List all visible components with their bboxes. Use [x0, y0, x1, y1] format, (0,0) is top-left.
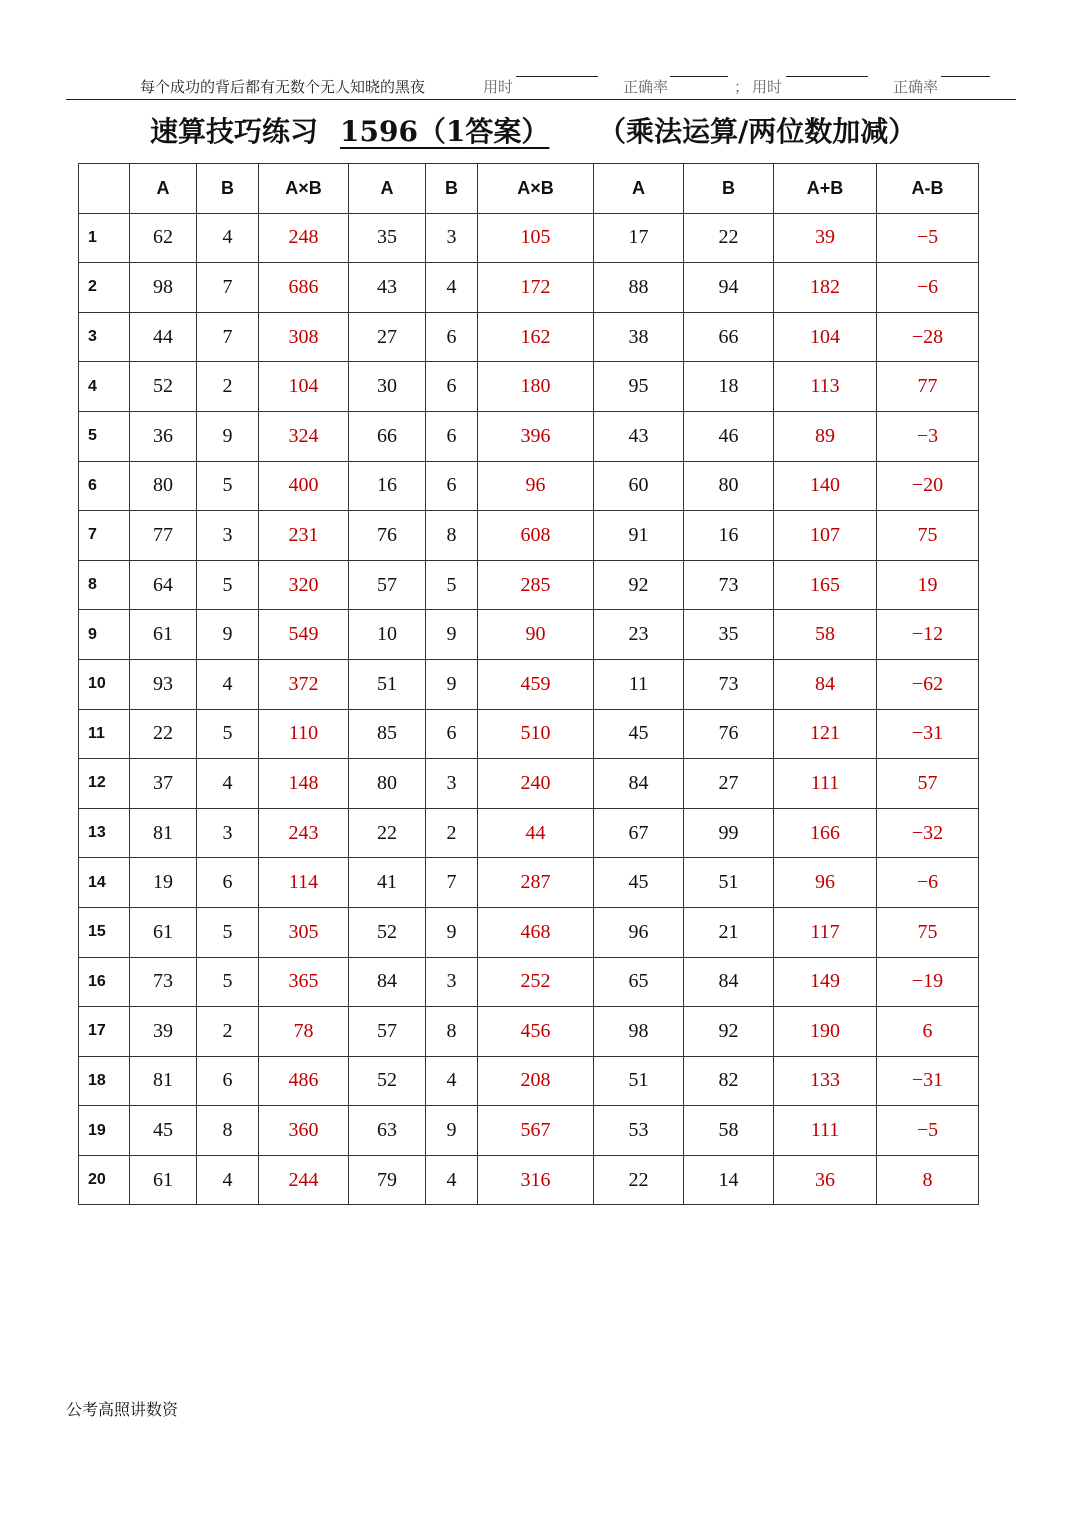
- answer-cell: 172: [478, 263, 594, 313]
- operand-cell: 17: [594, 213, 684, 263]
- answer-cell: 19: [877, 560, 979, 610]
- operand-cell: 73: [684, 659, 774, 709]
- row-number: 11: [79, 709, 130, 759]
- answer-cell: −3: [877, 411, 979, 461]
- answer-cell: 365: [259, 957, 349, 1007]
- operand-cell: 57: [349, 560, 426, 610]
- operand-cell: 76: [349, 511, 426, 561]
- page-subtitle: （乘法运算/两位数加减）: [598, 115, 917, 148]
- answer-cell: 320: [259, 560, 349, 610]
- table-row: [79, 808, 979, 858]
- answer-cell: 243: [259, 808, 349, 858]
- answer-cell: 90: [478, 610, 594, 660]
- operand-cell: 35: [349, 213, 426, 263]
- answer-cell: 180: [478, 362, 594, 412]
- answer-cell: 244: [259, 1155, 349, 1205]
- time-blank-1[interactable]: [516, 76, 598, 77]
- answer-cell: 608: [478, 511, 594, 561]
- column-header: [79, 164, 130, 214]
- accuracy-label-1: 正确率: [623, 78, 669, 96]
- row-number: 19: [79, 1106, 130, 1156]
- operand-cell: 81: [130, 1056, 197, 1106]
- row-number: 4: [79, 362, 130, 412]
- answer-cell: 39: [774, 213, 877, 263]
- operand-cell: 3: [426, 213, 478, 263]
- page-title: 速算技巧练习: [150, 115, 319, 148]
- table-row: [79, 560, 979, 610]
- answer-cell: −28: [877, 312, 979, 362]
- operand-cell: 85: [349, 709, 426, 759]
- operand-cell: 7: [197, 312, 259, 362]
- answer-cell: 231: [259, 511, 349, 561]
- row-number: 18: [79, 1056, 130, 1106]
- answer-cell: 148: [259, 759, 349, 809]
- operand-cell: 6: [426, 411, 478, 461]
- operand-cell: 9: [197, 610, 259, 660]
- operand-cell: 84: [684, 957, 774, 1007]
- title-row: [0, 110, 1080, 156]
- operand-cell: 2: [197, 1007, 259, 1057]
- operand-cell: 45: [594, 709, 684, 759]
- operand-cell: 84: [594, 759, 684, 809]
- operand-cell: 6: [426, 461, 478, 511]
- answer-cell: 75: [877, 907, 979, 957]
- answer-cell: 36: [774, 1155, 877, 1205]
- answer-cell: 287: [478, 858, 594, 908]
- answer-cell: 107: [774, 511, 877, 561]
- answer-cell: 75: [877, 511, 979, 561]
- operand-cell: 3: [426, 759, 478, 809]
- operand-cell: 45: [130, 1106, 197, 1156]
- answer-cell: −32: [877, 808, 979, 858]
- operand-cell: 95: [594, 362, 684, 412]
- operand-cell: 5: [197, 461, 259, 511]
- operand-cell: 41: [349, 858, 426, 908]
- table-row: [79, 858, 979, 908]
- operand-cell: 61: [130, 1155, 197, 1205]
- operand-cell: 22: [349, 808, 426, 858]
- answer-cell: 686: [259, 263, 349, 313]
- operand-cell: 21: [684, 907, 774, 957]
- operand-cell: 96: [594, 907, 684, 957]
- operand-cell: 60: [594, 461, 684, 511]
- row-number: 7: [79, 511, 130, 561]
- row-number: 17: [79, 1007, 130, 1057]
- answer-cell: 166: [774, 808, 877, 858]
- operand-cell: 43: [349, 263, 426, 313]
- operand-cell: 51: [349, 659, 426, 709]
- operand-cell: 5: [197, 907, 259, 957]
- operand-cell: 4: [197, 1155, 259, 1205]
- table-row: [79, 213, 979, 263]
- answer-cell: 57: [877, 759, 979, 809]
- operand-cell: 80: [349, 759, 426, 809]
- answer-cell: 114: [259, 858, 349, 908]
- operand-cell: 18: [684, 362, 774, 412]
- operand-cell: 52: [349, 1056, 426, 1106]
- column-header: A×B: [478, 164, 594, 214]
- operand-cell: 93: [130, 659, 197, 709]
- column-header: A×B: [259, 164, 349, 214]
- operand-cell: 4: [197, 759, 259, 809]
- operand-cell: 38: [594, 312, 684, 362]
- operand-cell: 3: [197, 808, 259, 858]
- operand-cell: 2: [426, 808, 478, 858]
- row-number: 3: [79, 312, 130, 362]
- column-header: B: [197, 164, 259, 214]
- row-number: 20: [79, 1155, 130, 1205]
- table-row: [79, 1007, 979, 1057]
- operand-cell: 9: [426, 1106, 478, 1156]
- operand-cell: 5: [426, 560, 478, 610]
- operand-cell: 44: [130, 312, 197, 362]
- answer-cell: 468: [478, 907, 594, 957]
- column-header: A+B: [774, 164, 877, 214]
- operand-cell: 27: [684, 759, 774, 809]
- operand-cell: 65: [594, 957, 684, 1007]
- row-number: 14: [79, 858, 130, 908]
- answer-cell: 140: [774, 461, 877, 511]
- operand-cell: 91: [594, 511, 684, 561]
- time-blank-2[interactable]: [786, 76, 868, 77]
- answer-cell: 149: [774, 957, 877, 1007]
- operand-cell: 80: [684, 461, 774, 511]
- operand-cell: 66: [684, 312, 774, 362]
- answer-cell: 89: [774, 411, 877, 461]
- operand-cell: 79: [349, 1155, 426, 1205]
- operand-cell: 10: [349, 610, 426, 660]
- operand-cell: 6: [426, 709, 478, 759]
- row-number: 9: [79, 610, 130, 660]
- exercise-code: 1596（1答案）: [340, 115, 550, 148]
- operand-cell: 9: [426, 907, 478, 957]
- answer-cell: 6: [877, 1007, 979, 1057]
- answer-cell: −6: [877, 858, 979, 908]
- operand-cell: 61: [130, 610, 197, 660]
- answer-cell: 96: [774, 858, 877, 908]
- operand-cell: 73: [130, 957, 197, 1007]
- row-number: 6: [79, 461, 130, 511]
- operand-cell: 45: [594, 858, 684, 908]
- operand-cell: 58: [684, 1106, 774, 1156]
- operand-cell: 73: [684, 560, 774, 610]
- answer-cell: 182: [774, 263, 877, 313]
- operand-cell: 62: [130, 213, 197, 263]
- operand-cell: 22: [130, 709, 197, 759]
- answer-cell: −62: [877, 659, 979, 709]
- answer-cell: 316: [478, 1155, 594, 1205]
- operand-cell: 37: [130, 759, 197, 809]
- operand-cell: 77: [130, 511, 197, 561]
- answer-cell: 44: [478, 808, 594, 858]
- answer-cell: 8: [877, 1155, 979, 1205]
- accuracy-blank-1[interactable]: [670, 76, 728, 77]
- table-row: [79, 362, 979, 412]
- answer-cell: −31: [877, 1056, 979, 1106]
- operand-cell: 46: [684, 411, 774, 461]
- answer-cell: −6: [877, 263, 979, 313]
- operand-cell: 5: [197, 957, 259, 1007]
- operand-cell: 81: [130, 808, 197, 858]
- operand-cell: 9: [426, 659, 478, 709]
- operand-cell: 63: [349, 1106, 426, 1156]
- operand-cell: 6: [197, 1056, 259, 1106]
- answer-cell: 372: [259, 659, 349, 709]
- answer-cell: 285: [478, 560, 594, 610]
- operand-cell: 22: [594, 1155, 684, 1205]
- answer-cell: 305: [259, 907, 349, 957]
- motto-text: 每个成功的背后都有无数个无人知晓的黑夜: [140, 78, 426, 96]
- operand-cell: 76: [684, 709, 774, 759]
- operand-cell: 9: [197, 411, 259, 461]
- answer-cell: 208: [478, 1056, 594, 1106]
- operand-cell: 8: [426, 1007, 478, 1057]
- answer-cell: 248: [259, 213, 349, 263]
- operand-cell: 3: [197, 511, 259, 561]
- operand-cell: 92: [594, 560, 684, 610]
- answer-cell: −19: [877, 957, 979, 1007]
- operand-cell: 98: [594, 1007, 684, 1057]
- answer-cell: 459: [478, 659, 594, 709]
- operand-cell: 80: [130, 461, 197, 511]
- answer-cell: 117: [774, 907, 877, 957]
- row-number: 2: [79, 263, 130, 313]
- row-number: 16: [79, 957, 130, 1007]
- row-number: 13: [79, 808, 130, 858]
- operand-cell: 43: [594, 411, 684, 461]
- operand-cell: 16: [684, 511, 774, 561]
- answer-cell: 111: [774, 1106, 877, 1156]
- answer-cell: 105: [478, 213, 594, 263]
- operand-cell: 2: [197, 362, 259, 412]
- answer-cell: −20: [877, 461, 979, 511]
- table-row: [79, 1056, 979, 1106]
- operand-cell: 84: [349, 957, 426, 1007]
- operand-cell: 14: [684, 1155, 774, 1205]
- accuracy-blank-2[interactable]: [941, 76, 990, 77]
- operand-cell: 35: [684, 610, 774, 660]
- row-number: 10: [79, 659, 130, 709]
- answer-cell: 567: [478, 1106, 594, 1156]
- answer-cell: 111: [774, 759, 877, 809]
- operand-cell: 9: [426, 610, 478, 660]
- answer-cell: 549: [259, 610, 349, 660]
- answer-cell: 400: [259, 461, 349, 511]
- answer-cell: −5: [877, 1106, 979, 1156]
- operand-cell: 67: [594, 808, 684, 858]
- row-number: 8: [79, 560, 130, 610]
- row-number: 12: [79, 759, 130, 809]
- answer-cell: 456: [478, 1007, 594, 1057]
- operand-cell: 52: [130, 362, 197, 412]
- table-row: [79, 312, 979, 362]
- table-row: [79, 759, 979, 809]
- table-row: [79, 709, 979, 759]
- table-header-row: [79, 164, 979, 214]
- answer-cell: 510: [478, 709, 594, 759]
- operand-cell: 52: [349, 907, 426, 957]
- operand-cell: 5: [197, 560, 259, 610]
- operand-cell: 6: [197, 858, 259, 908]
- row-number: 5: [79, 411, 130, 461]
- column-header: A: [349, 164, 426, 214]
- operand-cell: 36: [130, 411, 197, 461]
- time-label-2: 用时: [752, 78, 783, 96]
- answer-cell: 324: [259, 411, 349, 461]
- operand-cell: 99: [684, 808, 774, 858]
- answer-cell: 77: [877, 362, 979, 412]
- table-row: [79, 411, 979, 461]
- operand-cell: 8: [426, 511, 478, 561]
- table-row: [79, 263, 979, 313]
- column-header: B: [426, 164, 478, 214]
- answer-cell: 162: [478, 312, 594, 362]
- operand-cell: 6: [426, 362, 478, 412]
- footer-text: 公考高照讲数资: [66, 1400, 179, 1419]
- operand-cell: 64: [130, 560, 197, 610]
- operand-cell: 16: [349, 461, 426, 511]
- separator: ；: [734, 78, 750, 96]
- operand-cell: 4: [197, 213, 259, 263]
- answer-cell: 252: [478, 957, 594, 1007]
- operand-cell: 19: [130, 858, 197, 908]
- row-number: 1: [79, 213, 130, 263]
- answer-cell: −5: [877, 213, 979, 263]
- answer-cell: −31: [877, 709, 979, 759]
- answer-cell: 84: [774, 659, 877, 709]
- answer-cell: 190: [774, 1007, 877, 1057]
- table-row: [79, 1106, 979, 1156]
- time-label-1: 用时: [483, 78, 514, 96]
- operand-cell: 57: [349, 1007, 426, 1057]
- answer-table: [78, 163, 979, 1205]
- operand-cell: 98: [130, 263, 197, 313]
- answer-cell: 486: [259, 1056, 349, 1106]
- answer-cell: 96: [478, 461, 594, 511]
- header-bar: [0, 76, 1080, 100]
- table-row: [79, 957, 979, 1007]
- answer-cell: 78: [259, 1007, 349, 1057]
- operand-cell: 94: [684, 263, 774, 313]
- operand-cell: 51: [684, 858, 774, 908]
- answer-cell: 240: [478, 759, 594, 809]
- operand-cell: 7: [426, 858, 478, 908]
- row-number: 15: [79, 907, 130, 957]
- answer-cell: 113: [774, 362, 877, 412]
- operand-cell: 92: [684, 1007, 774, 1057]
- table-row: [79, 461, 979, 511]
- header-rule: [66, 99, 1016, 100]
- operand-cell: 4: [426, 1155, 478, 1205]
- table-row: [79, 907, 979, 957]
- answer-cell: 58: [774, 610, 877, 660]
- answer-cell: 133: [774, 1056, 877, 1106]
- operand-cell: 7: [197, 263, 259, 313]
- answer-cell: 110: [259, 709, 349, 759]
- operand-cell: 5: [197, 709, 259, 759]
- operand-cell: 11: [594, 659, 684, 709]
- operand-cell: 4: [426, 263, 478, 313]
- operand-cell: 27: [349, 312, 426, 362]
- operand-cell: 82: [684, 1056, 774, 1106]
- table-row: [79, 1155, 979, 1205]
- answer-cell: 104: [774, 312, 877, 362]
- operand-cell: 39: [130, 1007, 197, 1057]
- operand-cell: 22: [684, 213, 774, 263]
- operand-cell: 30: [349, 362, 426, 412]
- column-header: A: [130, 164, 197, 214]
- answer-cell: −12: [877, 610, 979, 660]
- column-header: B: [684, 164, 774, 214]
- operand-cell: 61: [130, 907, 197, 957]
- answer-cell: 165: [774, 560, 877, 610]
- operand-cell: 6: [426, 312, 478, 362]
- table-row: [79, 659, 979, 709]
- column-header: A-B: [877, 164, 979, 214]
- operand-cell: 8: [197, 1106, 259, 1156]
- operand-cell: 51: [594, 1056, 684, 1106]
- answer-cell: 396: [478, 411, 594, 461]
- accuracy-label-2: 正确率: [893, 78, 939, 96]
- answer-cell: 308: [259, 312, 349, 362]
- answer-cell: 360: [259, 1106, 349, 1156]
- column-header: A: [594, 164, 684, 214]
- operand-cell: 3: [426, 957, 478, 1007]
- table-row: [79, 610, 979, 660]
- operand-cell: 88: [594, 263, 684, 313]
- operand-cell: 53: [594, 1106, 684, 1156]
- answer-cell: 104: [259, 362, 349, 412]
- operand-cell: 4: [426, 1056, 478, 1106]
- operand-cell: 23: [594, 610, 684, 660]
- table-row: [79, 511, 979, 561]
- answer-cell: 121: [774, 709, 877, 759]
- operand-cell: 66: [349, 411, 426, 461]
- operand-cell: 4: [197, 659, 259, 709]
